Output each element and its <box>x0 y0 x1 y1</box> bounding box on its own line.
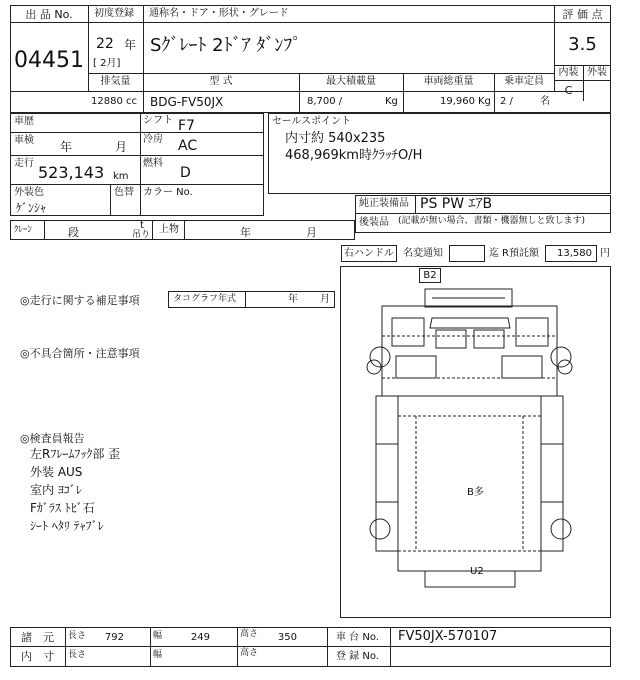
crane-label: ｸﾚｰﾝ <box>14 225 33 235</box>
max-load-label: 最大積載量 <box>326 76 376 87</box>
displacement-label: 排気量 <box>100 76 131 87</box>
tachograph-month: 月 <box>320 294 330 305</box>
inspection-year: 年 <box>60 140 73 154</box>
inspector-note-5: ｼｰﾄ ﾍﾀﾘ ﾃｬﾌﾞﾚ <box>30 519 104 533</box>
specs-label: 諸 元 <box>21 631 54 644</box>
shift-value: F7 <box>178 118 195 134</box>
tachograph-label: タコグラフ年式 <box>173 294 237 304</box>
genuine-equipment-value: PS PW ｴｱB <box>420 196 493 212</box>
crane-row <box>10 220 355 240</box>
width-value: 249 <box>190 632 210 643</box>
lot-number: 04451 <box>14 48 84 73</box>
lot-no-label: 出 品 No. <box>25 8 73 21</box>
chassis-number-label: 車 台 No. <box>336 632 379 643</box>
sales-point-1: 内寸約 540x235 <box>285 131 386 146</box>
exterior-grade-label: 外装 <box>587 67 607 78</box>
length-label: 長さ <box>68 631 87 641</box>
registration-year: 22 <box>96 36 114 52</box>
inspection-month: 月 <box>115 140 128 154</box>
ac-label: 冷房 <box>143 134 163 145</box>
interior-grade-label: 内装 <box>558 67 579 78</box>
rear-left-wheel <box>370 519 390 539</box>
inspector-note-3: 室内 ﾖｺﾞﾚ <box>30 483 82 497</box>
color-number-label: カラー No. <box>143 187 193 198</box>
aftermarket-label: 後装品 <box>359 217 389 228</box>
shift-label: シフト <box>143 115 173 126</box>
crane-hang-label: 吊り <box>132 230 151 240</box>
upper-body-label: 上物 <box>159 224 179 235</box>
width-label: 幅 <box>153 631 163 641</box>
first-registration-label: 初度登録 <box>94 8 134 19</box>
capacity-value: 2 / <box>500 96 513 107</box>
capacity-label: 乗車定員 <box>504 76 544 87</box>
mileage-value: 523,143 <box>38 163 105 182</box>
recycle-label: R預託額 <box>502 248 539 259</box>
gross-weight-unit: Kg <box>478 96 491 107</box>
recycle-amount: 13,580 <box>557 248 592 259</box>
max-load-value: 8,700 / <box>307 96 343 107</box>
chassis-number: FV50JX-570107 <box>398 629 498 644</box>
inspector-note-1: 左Rﾌﾚｰﾑﾌｯｸ部 歪 <box>30 447 121 461</box>
defects-label: ◎不具合箇所・注意事項 <box>20 347 140 360</box>
auction-score: 3.5 <box>568 34 597 55</box>
model-label: 型 式 <box>209 76 233 87</box>
rear-right-wheel <box>551 519 571 539</box>
inspector-note-2: 外装 AUS <box>30 465 83 479</box>
upper-body-month: 月 <box>306 226 317 239</box>
inspection-label: 車検 <box>14 135 34 146</box>
upper-body-year: 年 <box>240 226 251 239</box>
max-load-unit: Kg <box>385 96 398 107</box>
inspector-note-4: Fｶﾞﾗｽ ﾄﾋﾞ石 <box>30 501 95 515</box>
fuel-value: D <box>180 165 191 181</box>
name-change-label: 名変通知 <box>403 248 443 259</box>
gross-weight-label: 車両総重量 <box>423 76 474 87</box>
model-value: BDG-FV50JX <box>150 95 224 109</box>
windshield <box>430 318 510 328</box>
front-right-wheel <box>551 347 571 367</box>
mileage-label: 走行 <box>14 158 34 169</box>
steering-side: 右ハンドル <box>344 248 394 259</box>
genuine-equipment-label: 純正装備品 <box>359 198 409 209</box>
history-label: 車歴 <box>14 116 34 127</box>
inner-dimensions-label: 内 寸 <box>21 650 54 663</box>
length-value: 792 <box>104 632 124 643</box>
height-label: 高さ <box>240 629 259 639</box>
registration-year-unit: 年 <box>124 38 137 52</box>
registration-month: [ 2月] <box>93 58 121 69</box>
exterior-color-value: ｹﾞﾝｼｬ <box>16 201 47 215</box>
score-label: 評 価 点 <box>562 8 603 21</box>
recycle-yen: 円 <box>600 248 610 259</box>
inspector-report-label: ◎検査員報告 <box>20 432 85 445</box>
damage-code-u2: U2 <box>470 566 484 577</box>
vehicle-title: Sｸﾞﾚｰﾄ 2ﾄﾞｱ ﾀﾞﾝﾌﾟ <box>150 35 302 56</box>
capacity-unit: 名 <box>540 96 550 107</box>
height-label-2: 高さ <box>240 648 259 658</box>
registration-number-label: 登 録 No. <box>336 651 379 662</box>
displacement-value: 12880 cc <box>91 96 137 107</box>
damage-code-bed: B多 <box>467 487 484 498</box>
tachograph-year: 年 <box>288 294 298 305</box>
fuel-label: 燃料 <box>143 158 163 169</box>
color-change-label: 色替 <box>114 187 134 198</box>
gross-weight-value: 19,960 <box>440 96 475 107</box>
height-value: 350 <box>277 632 297 643</box>
deadline-label: 迄 <box>489 248 499 259</box>
damage-code-b2: B2 <box>423 270 437 281</box>
sales-points-label: セールスポイント <box>272 116 352 127</box>
mileage-unit: km <box>113 171 129 182</box>
crane-ton-label: t <box>140 220 144 231</box>
width-label-2: 幅 <box>153 650 163 660</box>
sales-point-2: 468,969km時ｸﾗｯﾁO/H <box>285 148 423 163</box>
aftermarket-note: (記載が無い場合、書類・機器無しと致します) <box>398 216 586 226</box>
crane-stage-label: 段 <box>68 226 79 239</box>
cab-outline <box>382 306 557 396</box>
exterior-color-label: 外装色 <box>14 187 44 198</box>
length-label-2: 長さ <box>68 650 87 660</box>
name-change-box <box>449 245 485 262</box>
running-notes-label: ◎走行に関する補足事項 <box>20 294 140 307</box>
ac-value: AC <box>178 138 198 154</box>
vehicle-title-label: 通称名・ドア・形状・グレード <box>149 8 289 19</box>
dump-bed <box>398 396 541 571</box>
interior-grade: C <box>564 84 573 97</box>
